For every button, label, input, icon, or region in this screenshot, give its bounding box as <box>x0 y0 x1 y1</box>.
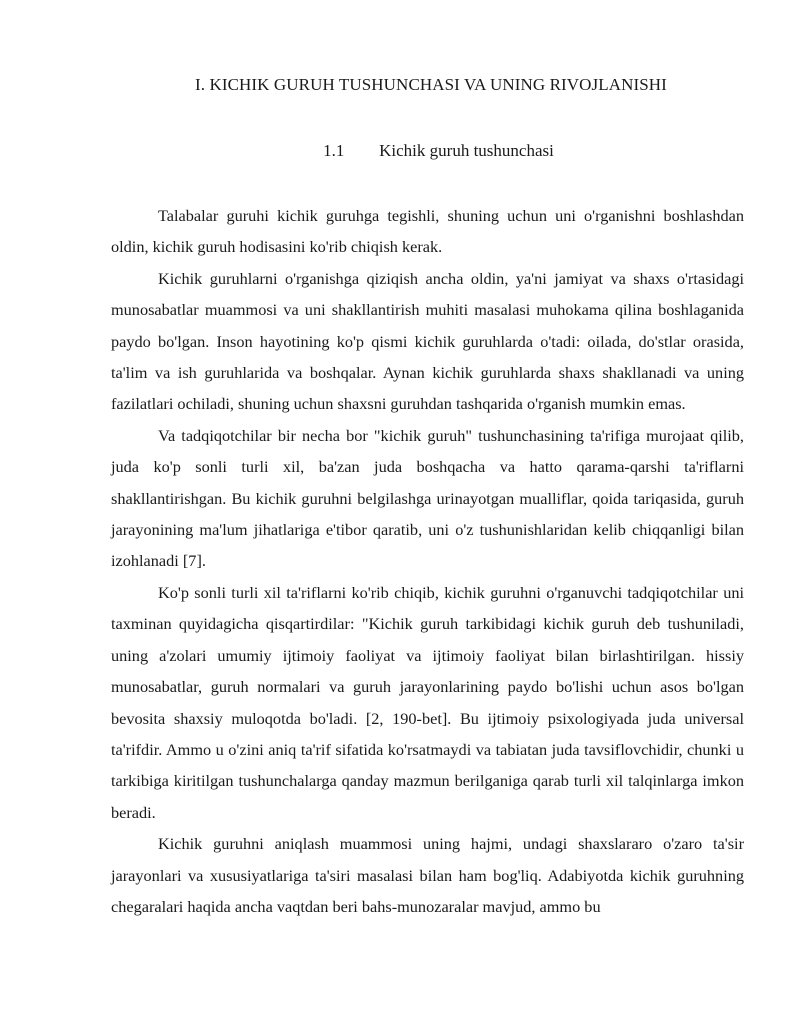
section-number: 1.1 <box>323 141 345 160</box>
paragraph-3: Va tadqiqotchilar bir necha bor "kichik guruh" tushunchasining ta'rifiga murojaat qilib, juda ko'p sonli turli xil, ba'zan juda boshqacha va hatto qarama-qarshi ta'riflarni shakllantirishgan. Bu kichik guruhni belgilashga urinayotgan mualliflar, qoida tariqasida, guruh jarayonining ma'lum jihatlariga e'tibor qaratib, uni o'z tushunishlaridan kelib chiqqanligi bilan izohlanadi [7]. <box>111 425 744 571</box>
paragraph-5: Kichik guruhni aniqlash muammosi uning hajmi, undagi shaxslararo o'zaro ta'sir jarayonlari va xususiyatlariga ta'siri masalasi bilan ham bog'liq. Adabiyotda kichik guruhning chegaralari haqida ancha vaqtdan beri bahs-munozaralar mavjud, ammo bu <box>111 834 744 916</box>
paragraph-1: Talabalar guruhi kichik guruhga tegishli, shuning uchun uni o'rganishni boshlashdan oldin, kichik guruh hodisasini ko'rib chiqish kerak. <box>111 206 744 257</box>
paragraph-4: Ko'p sonli turli xil ta'riflarni ko'rib chiqib, kichik guruhni o'rganuvchi tadqiqotchilar uni taxminan quyidagicha qisqartirdilar: "Kichik guruh tarkibidagi kichik guruh deb tushuniladi, uning a'zolari umumiy ijtimoiy faoliyat va ijtimoiy faoliyat bilan birlashtirilgan. hissiy munosabatlar, guruh normalari va guruh jarayonlarining paydo bo'lishi uchun asos bo'lgan bevosita shaxsiy muloqotda bo'ladi. [2, 190-bet]. Bu ijtimoiy psixologiyada juda universal ta'rifdir. Ammo u o'zini aniq ta'rif sifatida ko'rsatmaydi va tabiatan juda tavsiflovchidir, chunki u tarkibiga kiritilgan tushunchalarga qanday mazmun berilganiga qarab turli xil talqinlarga imkon beradi. <box>111 582 744 822</box>
chapter-title: I. KICHIK GURUH TUSHUNCHASI VA UNING RIVOJLANISHI <box>195 75 667 94</box>
paragraph-2: Kichik guruhlarni o'rganishga qiziqish ancha oldin, ya'ni jamiyat va shaxs o'rtasidagi munosabatlar muammosi va uni shakllantirish muhiti masalasi muhokama qilina boshlaganida paydo bo'lgan. Inson hayotining ko'p qismi kichik guruhlarda o'tadi: oilada, do'stlar orasida, ta'lim va ish guruhlarida va boshqalar. Aynan kichik guruhlarda shaxs shakllanadi va uning fazilatlari ochiladi, shuning uchun shaxsni guruhdan tashqarida o'rganish mumkin emas. <box>111 268 744 414</box>
document-body <box>111 200 744 922</box>
section-title: Kichik guruh tushunchasi <box>379 141 554 160</box>
section-heading <box>111 96 744 162</box>
